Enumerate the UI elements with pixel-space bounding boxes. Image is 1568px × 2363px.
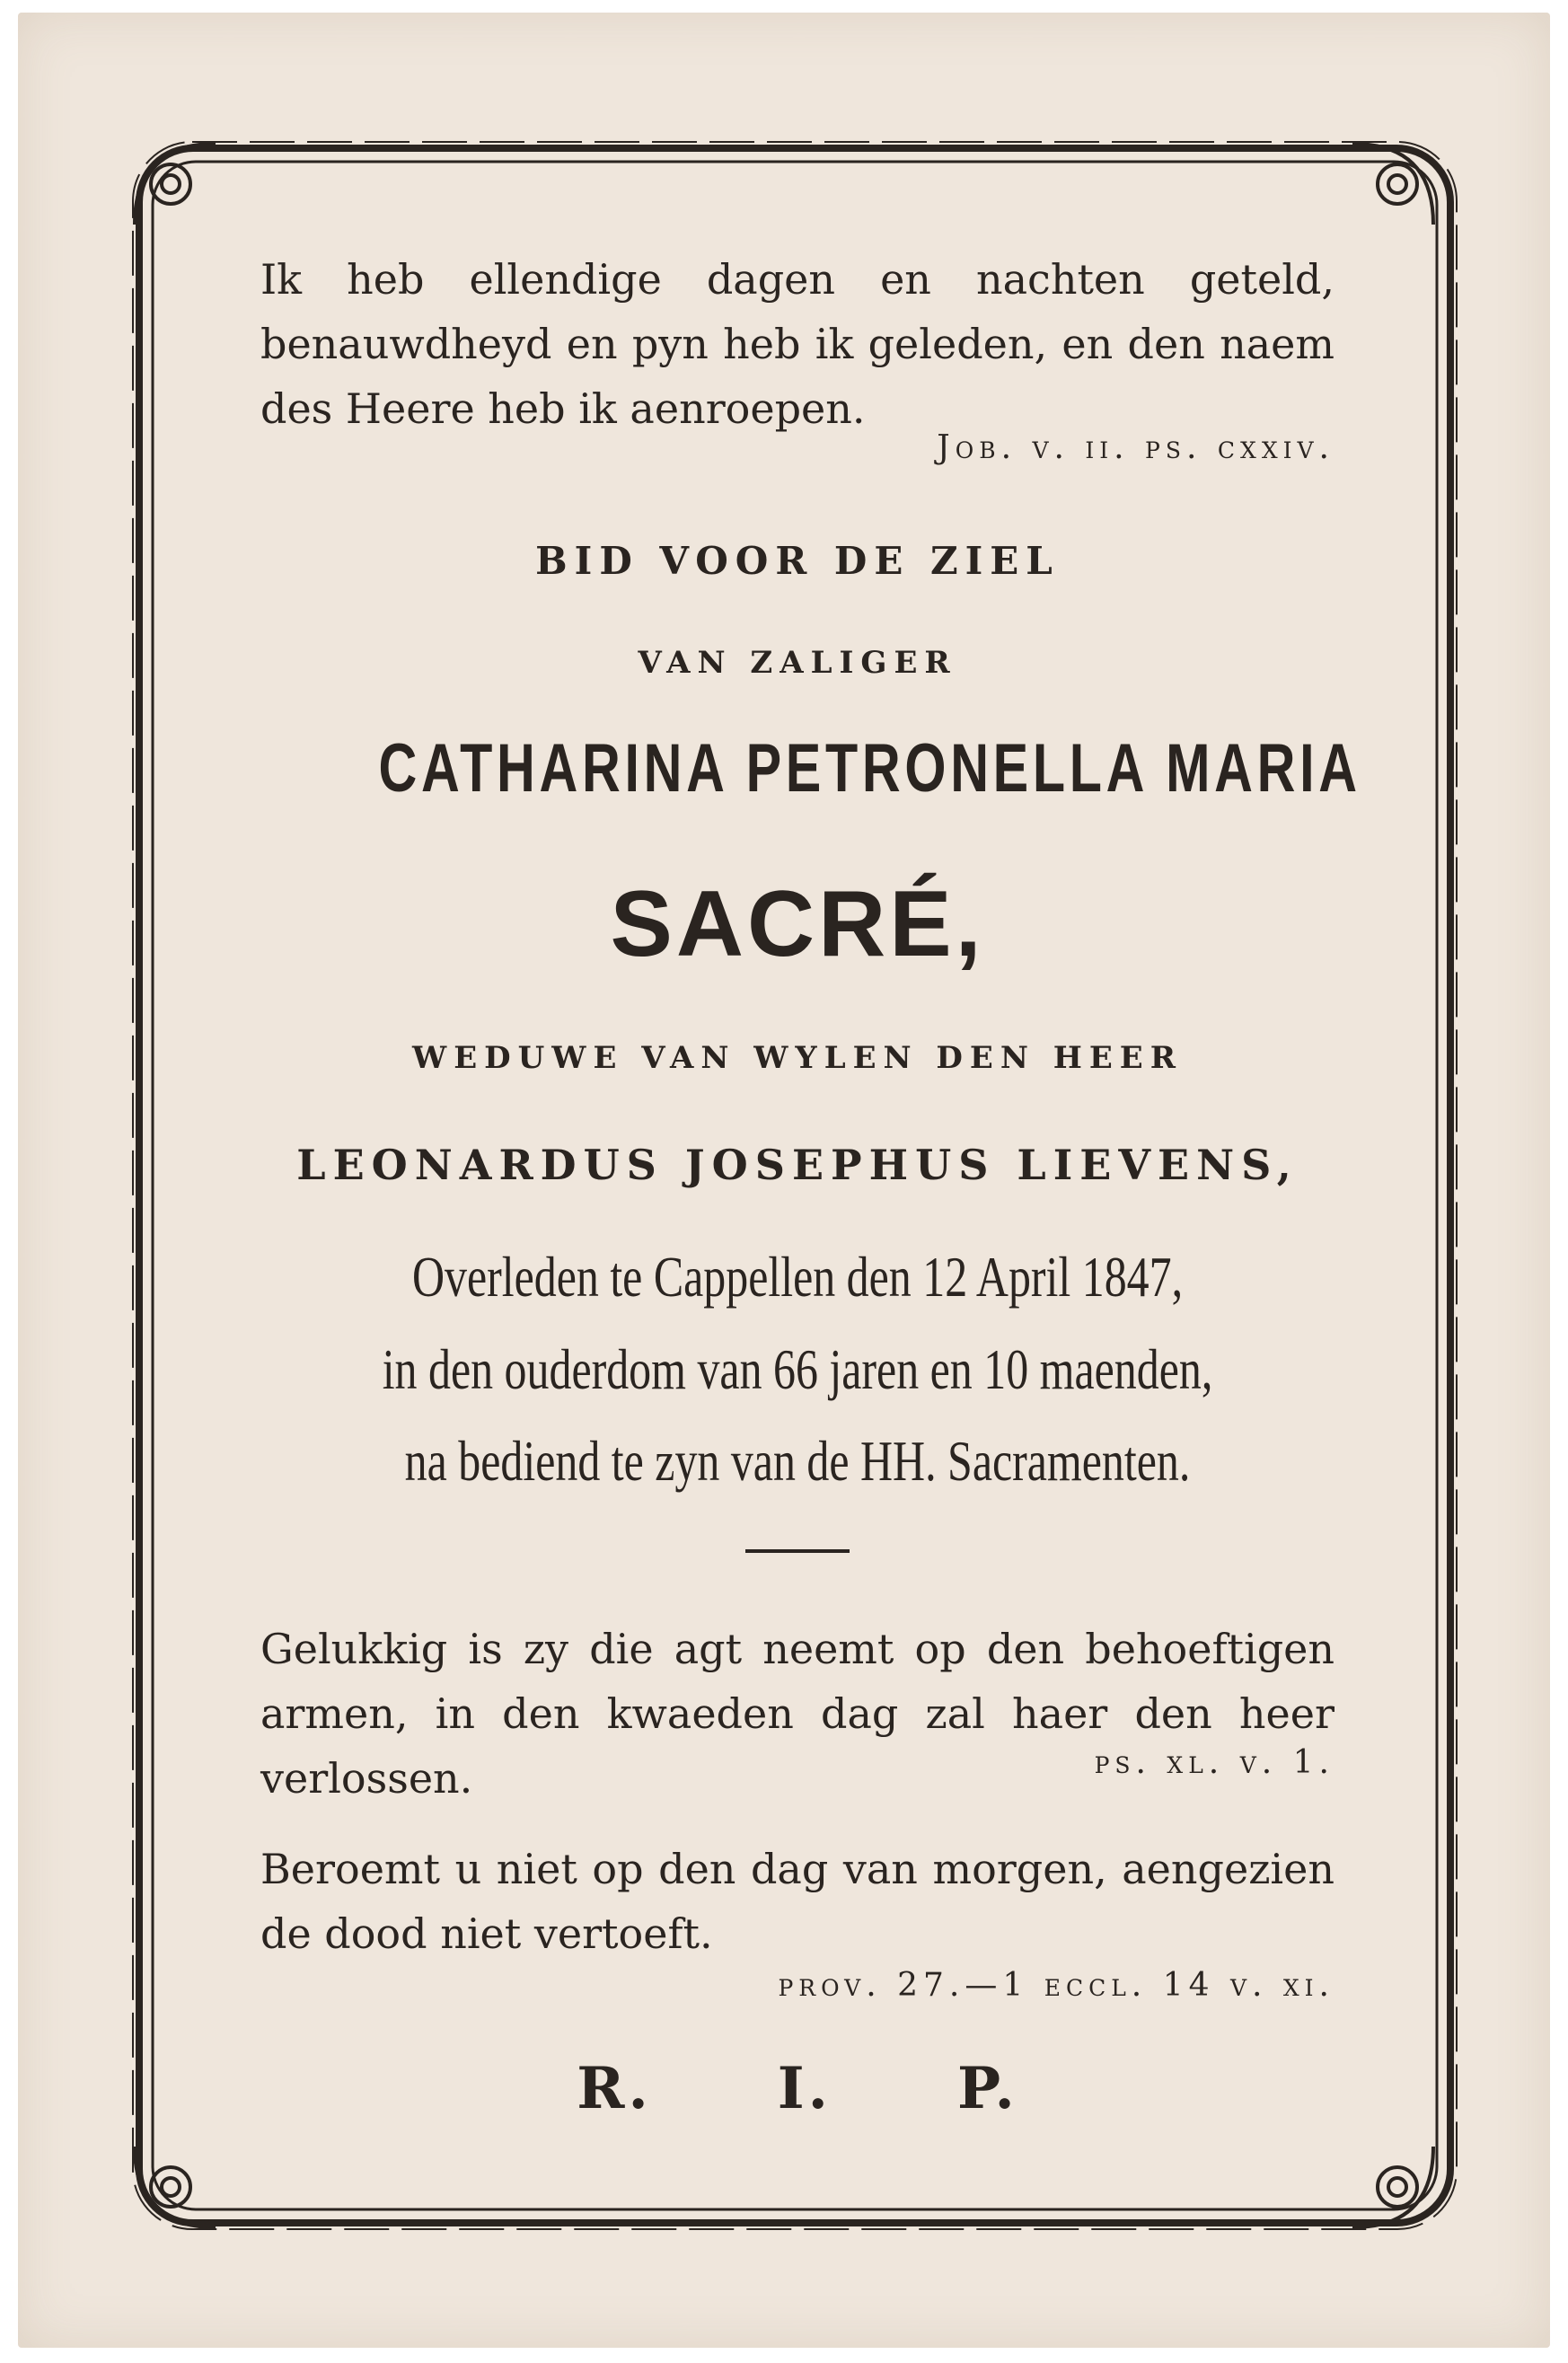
- verse-middle-reference: ps. xl. v. 1.: [1094, 1744, 1335, 1781]
- verse-middle: Gelukkig is zy die agt neemt op den behoeftigen armen, in den kwaeden dag zal haer den heer verlossen.: [260, 1625, 1335, 1803]
- deceased-given-names: CATHARINA PETRONELLA MARIA: [378, 730, 1361, 807]
- deceased-surname: SACRÉ,: [610, 872, 985, 976]
- rip-letter-r: R.: [577, 2055, 652, 2122]
- death-line-3: na bediend te zyn van de HH. Sacramenten.: [404, 1429, 1191, 1493]
- rip-letter-p: P.: [956, 2055, 1018, 2122]
- prayer-line: BID VOOR DE ZIEL: [535, 539, 1060, 583]
- verse-top-reference: Job. v. ii. ps. cxxiv.: [937, 429, 1335, 466]
- death-line-2: in den ouderdom van 66 jaren en 10 maenden,: [382, 1337, 1213, 1401]
- verse-top: Ik heb ellendige dagen en nachten geteld, benauwdheyd en pyn heb ik geleden, en den naem des Heere heb ik aenroepen.: [260, 255, 1335, 433]
- widow-line: WEDUWE VAN WYLEN DEN HEER: [412, 1040, 1183, 1076]
- rip-line: [260, 2055, 1335, 2122]
- rip-letter-i: I.: [777, 2055, 832, 2122]
- verse-bottom-reference: prov. 27.—1 eccl. 14 v. xi.: [778, 1967, 1335, 2004]
- husband-name: LEONARDUS JOSEPHUS LIEVENS,: [296, 1141, 1299, 1189]
- van-zaliger-line: VAN ZALIGER: [638, 645, 957, 681]
- divider-rule: [745, 1549, 850, 1553]
- verse-bottom: Beroemt u niet op den dag van morgen, aengezien de dood niet vertoeft.: [260, 1845, 1335, 1958]
- death-line-1: Overleden te Cappellen den 12 April 1847,: [411, 1245, 1184, 1309]
